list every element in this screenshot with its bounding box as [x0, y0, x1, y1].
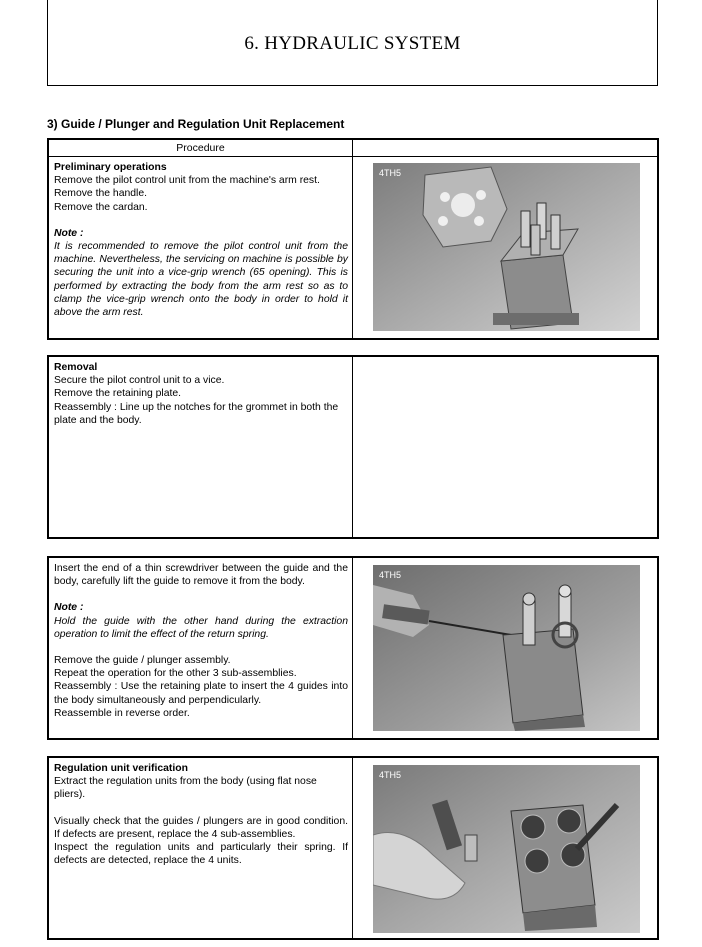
procedure-table-guide-extraction — [47, 556, 659, 740]
extraction-line: Repeat the operation for the other 3 sub-assemblies. — [54, 668, 297, 680]
removal-heading: Removal — [54, 362, 98, 373]
preliminary-text-cell — [49, 157, 353, 338]
removal-text-cell — [49, 357, 353, 537]
photo-reference-tag: 4TH5 — [379, 168, 402, 178]
extraction-line: Remove the guide / plunger assembly. — [54, 655, 231, 667]
guide-extraction-text-cell — [49, 558, 353, 738]
procedure-table-regulation-verification — [47, 756, 659, 940]
removal-empty-cell — [353, 357, 657, 537]
procedure-column-header: Procedure — [49, 140, 353, 156]
photo-extracting-regulation-unit — [373, 765, 640, 933]
procedure-table-preliminary — [47, 138, 659, 340]
note-title: Note : — [54, 602, 84, 614]
photo-pilot-unit-and-plate — [373, 163, 640, 331]
chapter-header-box — [47, 0, 658, 86]
note-text: It is recommended to remove the pilot control unit from the machine. Nevertheless, the servicing on machine is possible by securing the unit into a vice-grip wrench (65 opening). This is performed by extracting the body from the arm rest so as to clamp the vice-grip wrench onto the body in order to hold it above the arm rest. — [54, 241, 348, 319]
verification-inspect: Inspect the regulation units and particularly their spring. If defects are detected, replace the 4 units. — [54, 842, 348, 867]
extraction-last-line: Reassemble in reverse order. — [54, 707, 190, 719]
photo-reference-tag: 4TH5 — [379, 570, 402, 580]
guide-extraction-photo-cell — [353, 558, 657, 738]
preliminary-line: Remove the cardan. — [54, 201, 148, 213]
preliminary-heading: Preliminary operations — [54, 162, 167, 173]
extraction-reassembly: Reassembly : Use the retaining plate to insert the 4 guides into the body simultaneously and perpendicularly. — [54, 681, 348, 706]
removal-line: Remove the retaining plate. — [54, 388, 182, 400]
procedure-header-row — [49, 140, 657, 157]
note-text: Hold the guide with the other hand during the extraction operation to limit the effect of the return spring. — [54, 615, 348, 640]
extraction-intro: Insert the end of a thin screwdriver between the guide and the body, carefully lift the guide to remove it from the body. — [54, 563, 348, 588]
note-title: Note : — [54, 227, 84, 239]
preliminary-line: Remove the handle. — [54, 188, 147, 200]
verification-photo-cell — [353, 758, 657, 938]
verification-extract: Extract the regulation units from the body (using flat nose pliers). — [54, 776, 317, 801]
photo-reference-tag: 4TH5 — [379, 770, 402, 780]
verification-heading: Regulation unit verification — [54, 763, 188, 774]
removal-reassembly: Reassembly : Line up the notches for the grommet in both the plate and the body. — [54, 401, 339, 426]
preliminary-photo-cell — [353, 157, 657, 338]
chapter-title: 6. HYDRAULIC SYSTEM — [244, 33, 461, 54]
verification-text-cell — [49, 758, 353, 938]
procedure-table-removal — [47, 355, 659, 539]
preliminary-line: Remove the pilot control unit from the machine's arm rest. — [54, 175, 320, 187]
removal-line: Secure the pilot control unit to a vice. — [54, 375, 225, 387]
section-title: 3) Guide / Plunger and Regulation Unit Replacement — [47, 117, 345, 131]
verification-check: Visually check that the guides / plungers are in good condition. If defects are present, replace the 4 sub-assemblies. — [54, 815, 348, 840]
photo-screwdriver-lifting-guide — [373, 565, 640, 731]
